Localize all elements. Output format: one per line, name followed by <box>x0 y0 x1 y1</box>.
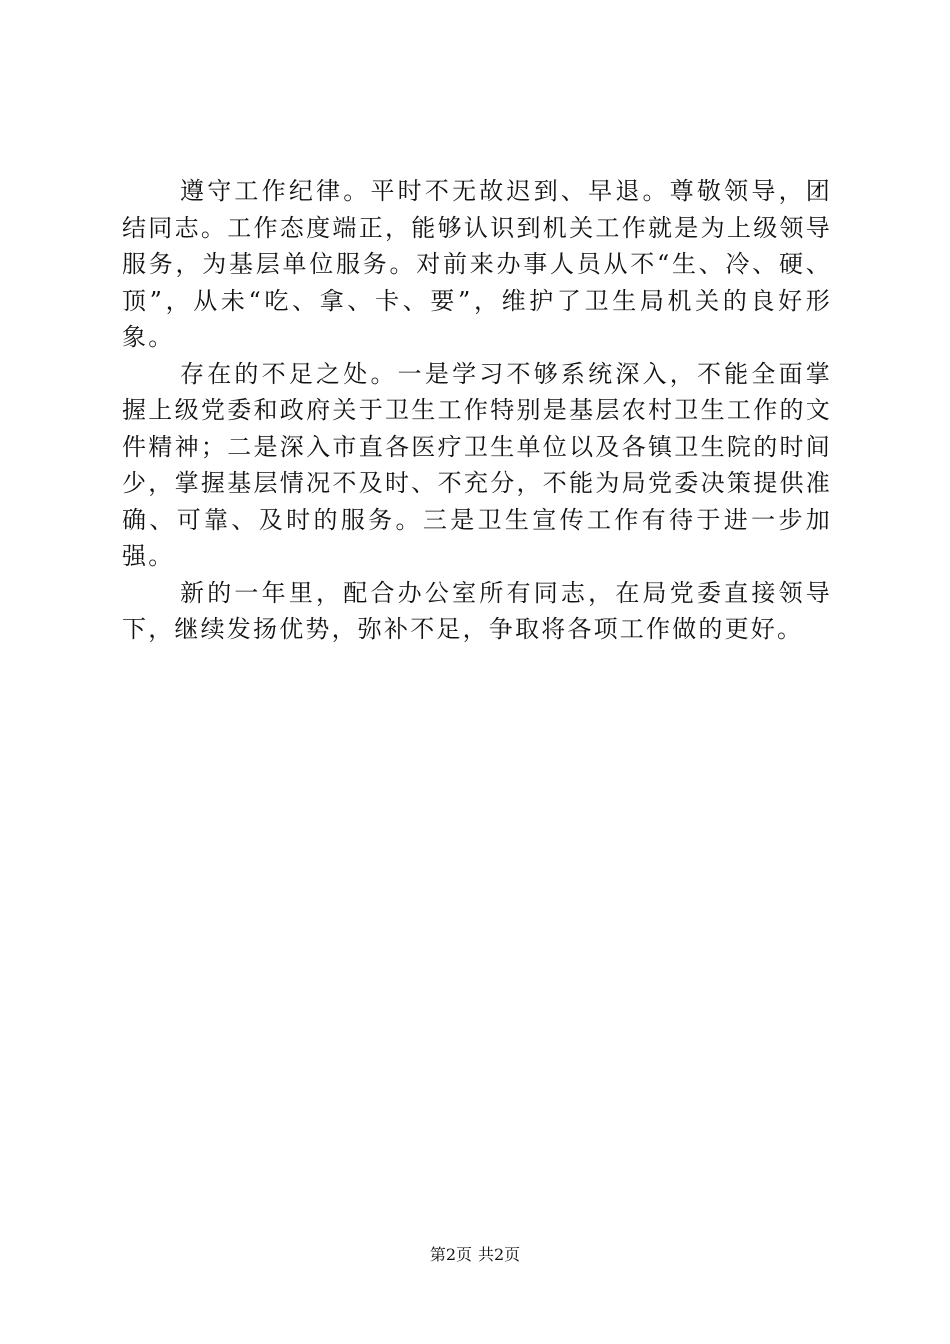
paragraph-shortcomings: 存在的不足之处。一是学习不够系统深入，不能全面掌握上级党委和政府关于卫生工作特别是基层农村卫生工作的文件精神；二是深入市直各医疗卫生单位以及各镇卫生院的时间少，掌握基层情况不及时、不充分，不能为局党委决策提供准确、可靠、及时的服务。三是卫生宣传工作有待于进一步加强。 <box>122 359 832 570</box>
document-body <box>122 173 832 648</box>
page-number: 第2页 <box>429 1245 472 1264</box>
paragraph-new-year: 新的一年里，配合办公室所有同志，在局党委直接领导下，继续发扬优势，弥补不足，争取将各项工作做的更好。 <box>122 578 832 643</box>
page-total: 共2页 <box>478 1245 521 1264</box>
paragraph-work-discipline: 遵守工作纪律。平时不无故迟到、早退。尊敬领导，团结同志。工作态度端正，能够认识到机关工作就是为上级领导服务，为基层单位服务。对前来办事人员从不“生、冷、硬、顶”，从未“吃、拿、卡、要”，维护了卫生局机关的良好形象。 <box>122 177 832 351</box>
page-footer <box>0 1244 950 1266</box>
